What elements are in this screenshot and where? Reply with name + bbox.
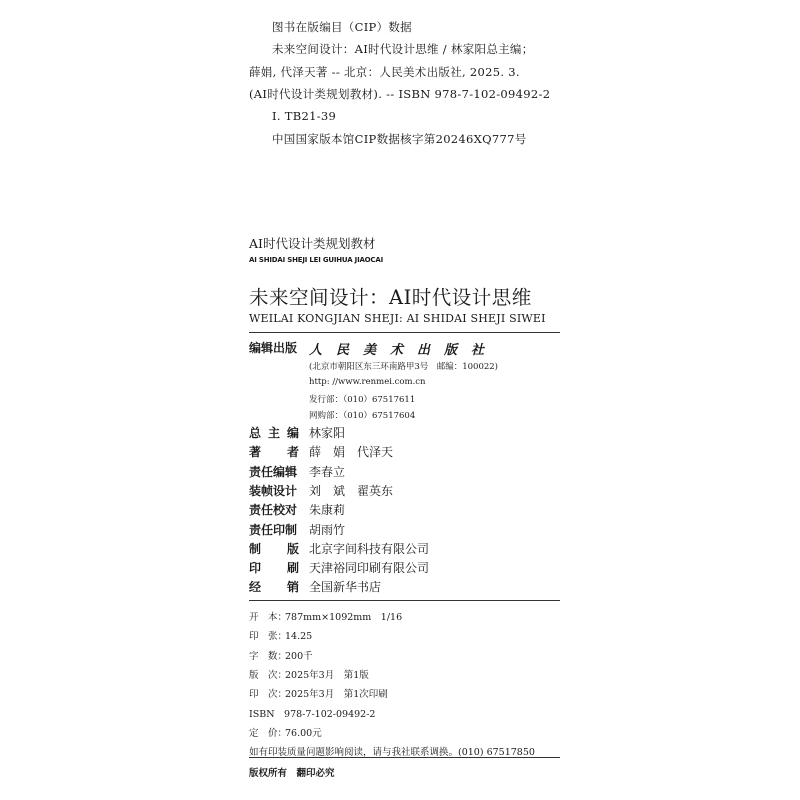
publisher-website: http: //www.renmei.com.cn	[309, 377, 426, 387]
copyright-notice: 版权所有 翻印必究	[249, 768, 335, 779]
divider	[249, 332, 560, 333]
cip-number: 中国国家版本馆CIP数据核字第20246XQ777号	[272, 132, 527, 146]
credit-value: 李春立	[309, 464, 346, 479]
credit-value: 薛 娟 代泽天	[309, 445, 394, 460]
spec-row	[249, 744, 535, 758]
publisher-address: (北京市朝阳区东三环南路甲3号 邮编：100022)	[309, 362, 498, 372]
credit-label: 著 者	[249, 445, 299, 460]
series-pinyin: AI SHIDAI SHEJI LEI GUIHUA JIAOCAI	[249, 256, 383, 264]
series-title: AI时代设计类规划教材	[249, 236, 376, 251]
credit-value: 朱康莉	[309, 503, 346, 518]
book-title: 未来空间设计：AI时代设计思维	[249, 286, 532, 309]
spec-value: 如有印装质量问题影响阅读，请与我社联系调换。(010) 67517850	[249, 747, 535, 759]
spec-key: 版 次：	[249, 669, 288, 681]
spec-value: ISBN 978-7-102-09492-2	[249, 708, 376, 720]
cip-line: I. TB21-39	[272, 109, 337, 123]
credit-label: 经 销	[249, 580, 299, 595]
credit-label: 装帧设计	[249, 483, 298, 498]
spec-key: 印 次：	[249, 689, 288, 701]
cip-heading: 图书在版编目（CIP）数据	[272, 20, 412, 34]
spec-key: 定 价：	[249, 727, 288, 739]
credit-label: 印 刷	[249, 561, 299, 576]
credit-value: 北京字间科技有限公司	[309, 541, 430, 556]
spec-row	[249, 725, 322, 739]
spec-row	[249, 686, 388, 700]
spec-key: 字 数：	[249, 650, 288, 662]
spec-value: 200千	[285, 650, 313, 662]
cip-line: 未来空间设计：AI时代设计思维 / 林家阳总主编；	[272, 42, 534, 56]
credit-label: 责任印制	[249, 522, 298, 537]
credit-label: 责任校对	[249, 503, 298, 518]
spec-key: 印 张：	[249, 631, 288, 643]
publisher-logo: 人民美术出版社	[309, 343, 499, 358]
credit-value: 胡雨竹	[309, 522, 346, 537]
spec-row	[249, 628, 312, 642]
credit-label: 总 主 编	[249, 426, 299, 440]
credit-value: 全国新华书店	[309, 580, 382, 595]
spec-value: 2025年3月 第1次印刷	[285, 689, 388, 701]
spec-row	[249, 648, 313, 662]
book-title-pinyin: WEILAI KONGJIAN SHEJI: AI SHIDAI SHEJI SIWEI	[249, 312, 546, 325]
publisher-online-phone: 网购部：（010）67517604	[309, 411, 416, 421]
spec-row	[249, 706, 375, 720]
spec-row	[249, 667, 369, 681]
credit-label: 制 版	[249, 541, 299, 556]
spec-value: 14.25	[285, 631, 313, 643]
credit-value: 林家阳	[309, 426, 346, 440]
credit-label: 责任编辑	[249, 464, 298, 479]
credit-value: 天津裕同印刷有限公司	[309, 561, 430, 576]
publisher-label: 编辑出版	[249, 341, 298, 355]
divider	[249, 757, 560, 758]
spec-key: 开 本：	[249, 612, 288, 623]
divider	[249, 600, 560, 601]
cip-line: (AI时代设计类规划教材). -- ISBN 978-7-102-09492-2	[249, 87, 551, 101]
spec-value: 2025年3月 第1版	[285, 669, 369, 681]
credit-value: 刘 斌 翟英东	[309, 483, 394, 498]
cip-line: 薛娟, 代泽天著 -- 北京：人民美术出版社, 2025. 3.	[249, 65, 520, 79]
spec-value: 76.00元	[285, 727, 322, 739]
spec-row	[249, 609, 402, 623]
spec-value: 787mm×1092mm 1/16	[285, 612, 403, 623]
publisher-sales-phone: 发行部：（010）67517611	[309, 395, 416, 405]
